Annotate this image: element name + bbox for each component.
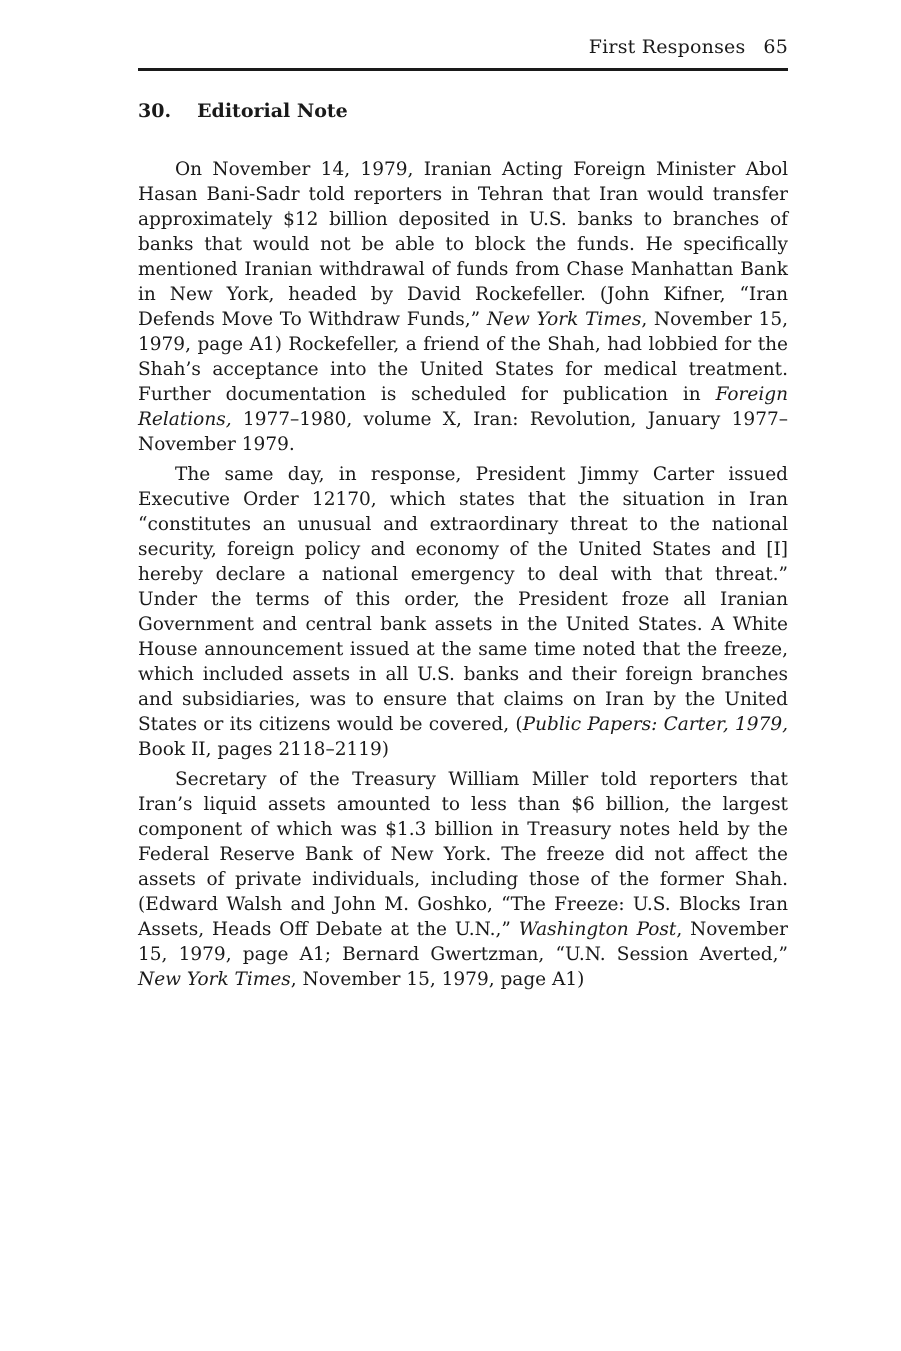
citation-italic: New York Times [486, 309, 642, 330]
paragraph [138, 462, 788, 762]
running-head [589, 36, 788, 58]
citation-italic: New York Times [138, 969, 291, 990]
citation-italic: Public Papers: Carter, 1979, [522, 714, 788, 735]
citation-italic: Foreign Relations, [138, 384, 788, 430]
paragraph [138, 157, 788, 457]
paragraph-text: The same day, in response, President Jimmy Carter issued Executive Order 12170, which states that the situation in Iran “constitutes an unusual and extraordinary threat to the national security, foreign policy and economy of the United States and [I] hereby declare a national emergency to deal with that threat.” Under the terms of this order, the President froze all Iranian Government and central bank assets in the United States. A White House announcement issued at the same time noted that the freeze, which included assets in all U.S. banks and their foreign branches and subsidiaries, was to ensure that claims on Iran by the United States or its citizens would be covered, ( [138, 464, 788, 735]
running-head-section: First Responses [588, 36, 746, 58]
paragraph-text: On November 14, 1979, Iranian Acting Foreign Minister Abol Hasan Bani-Sadr told reporters in Tehran that Iran would transfer approximately $12 billion deposited in U.S. banks to branches of banks that would not be able to block the funds. He specifically mentioned Iranian withdrawal of funds from Chase Manhattan Bank in New York, headed by David Rockefeller. (John Kifner, “Iran Defends Move To Withdraw Funds,” [138, 159, 788, 330]
paragraph [138, 767, 788, 992]
paragraph-text: 1977–1980, volume X, Iran: Revolution, January 1977–November 1979. [138, 409, 788, 455]
document-title: Editorial Note [197, 100, 348, 122]
page-number: 65 [763, 36, 788, 58]
citation-italic: Washington Post [518, 919, 677, 940]
document-number: 30. [138, 100, 172, 122]
paragraph-text: , November 15, 1979, page A1; Bernard Gwertzman, “U.N. Session Averted,” [138, 919, 788, 965]
header-rule [138, 68, 788, 71]
paragraph-text: Book II, pages 2118–2119) [138, 739, 390, 760]
document-heading [138, 100, 348, 122]
paragraph-text: Secretary of the Treasury William Miller told reporters that Iran’s liquid assets amounted to less than $6 billion, the largest component of which was $1.3 billion in Treasury notes held by the Federal Reserve Bank of New York. The freeze did not affect the assets of private individuals, including those of the former Shah. (Edward Walsh and John M. Goshko, “The Freeze: U.S. Blocks Iran Assets, Heads Off Debate at the U.N.,” [138, 769, 788, 940]
body-text [138, 157, 788, 997]
paragraph-text: , November 15, 1979, page A1) Rockefeller, a friend of the Shah, had lobbied for the Shah’s acceptance into the United States for medical treatment. Further documentation is scheduled for publication in [138, 309, 788, 405]
paragraph-text: , November 15, 1979, page A1) [290, 969, 585, 990]
